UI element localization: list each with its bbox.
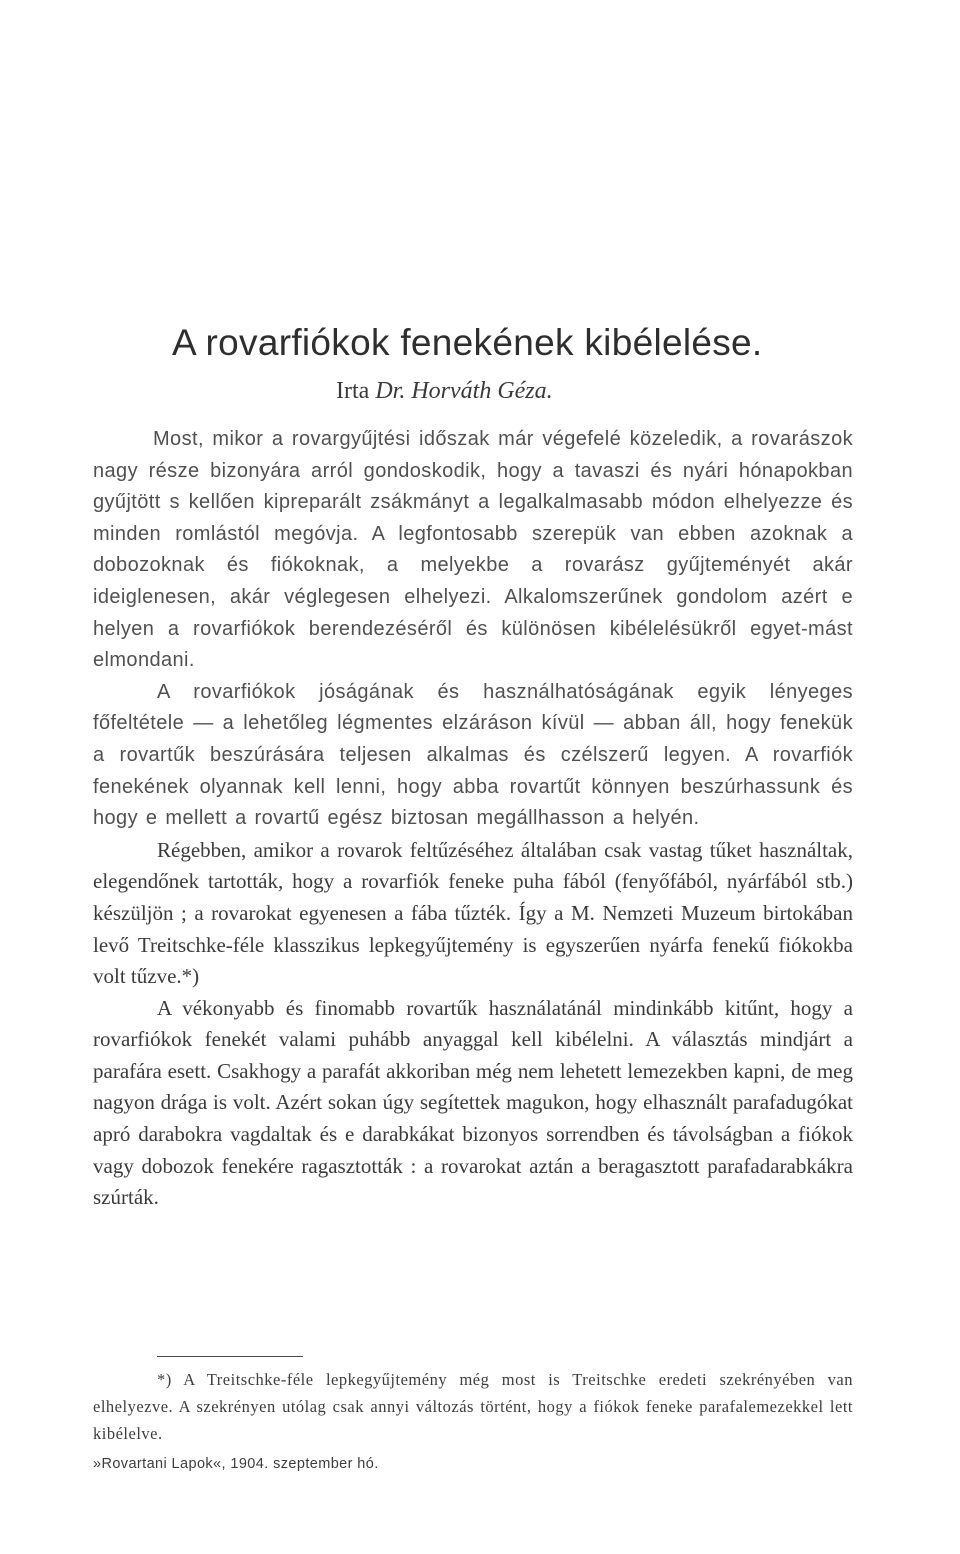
paragraph-3: Régebben, amikor a rovarok feltűzéséhez általában csak vastag tűket használtak, elegendőnek tartották, hogy a rovarfiók feneke puha fából (fenyőfából, nyárfából stb.) készüljön ; a rovarokat egyenesen a fába tűzték. Így a M. Nemzeti Muzeum birtokában levő Treitschke-féle klasszikus lepkegyűjtemény is egyszerűen nyárfa fenekű fiókokba volt tűzve.*)	[93, 837, 853, 989]
article-body	[93, 424, 853, 1214]
footnote: *) A Treitschke-féle lepkegyűjtemény még most is Treitschke eredeti szekrényében van elhelyezve. A szekrényen utólag csak annyi változás történt, hogy a fiókok feneke parafalemezekkel lett kibélelve.	[93, 1370, 853, 1443]
author-name: Dr. Horváth Géza.	[375, 378, 553, 404]
paragraph-4: A vékonyabb és finomabb rovartűk használatánál mindinkább kitűnt, hogy a rovarfiókok fenekét valami puhább anyaggal kell kibélelni. A választás mindjárt a parafára esett. Csakhogy a parafát akkoriban még nem lehetett lemezekben kapni, de meg nagyon drága is volt. Azért sokan úgy segítettek magukon, hogy elhasznált parafadugókat apró darabokra vagdaltak és e darabkákat bizonyos sorrendben és távolságban a fiókok vagy dobozok fenekére ragasztották : a rovarokat aztán a beragasztott parafadarabkákra szúrták.	[93, 995, 853, 1210]
footnote-divider	[157, 1356, 303, 1357]
byline	[336, 378, 553, 405]
source-citation: »Rovartani Lapok«, 1904. szeptember hó.	[93, 1456, 379, 1472]
byline-prefix: Irta	[336, 378, 370, 404]
paragraph-2: A rovarfiókok jóságának és használhatóságának egyik lényeges főfeltétele — a lehetőleg légmentes elzáráson kívül — abban áll, hogy fenekük a rovartűk beszúrására teljesen alkalmas és czélszerű legyen. A rovarfiók fenekének olyannak kell lenni, hogy abba rovartűt könnyen beszúrhassunk és hogy e mellett a rovartű egész biztosan megállhasson a helyén.	[93, 680, 853, 830]
article-title: A rovarfiókok fenekének kibélelése.	[172, 322, 763, 363]
paragraph-1: Most, mikor a rovargyűjtési időszak már végefelé közeledik, a rovarászok nagy része bizonyára arról gondoskodik, hogy a tavaszi és nyári hónapokban gyűjtött s kellően kipreparált zsákmányt a legalkalmasabb módon elhelyezze és minden romlástól megóvja. A legfontosabb szerepük van ebben azoknak a dobozoknak és fiókoknak, a melyekbe a rovarász gyűjteményét akár ideiglenesen, akár véglegesen elhelyezi. Alkalomszerűnek gondolom azért e helyen a rovarfiókok berendezéséről és különösen kibélelésükről egyet-mást elmondani.	[93, 428, 853, 672]
